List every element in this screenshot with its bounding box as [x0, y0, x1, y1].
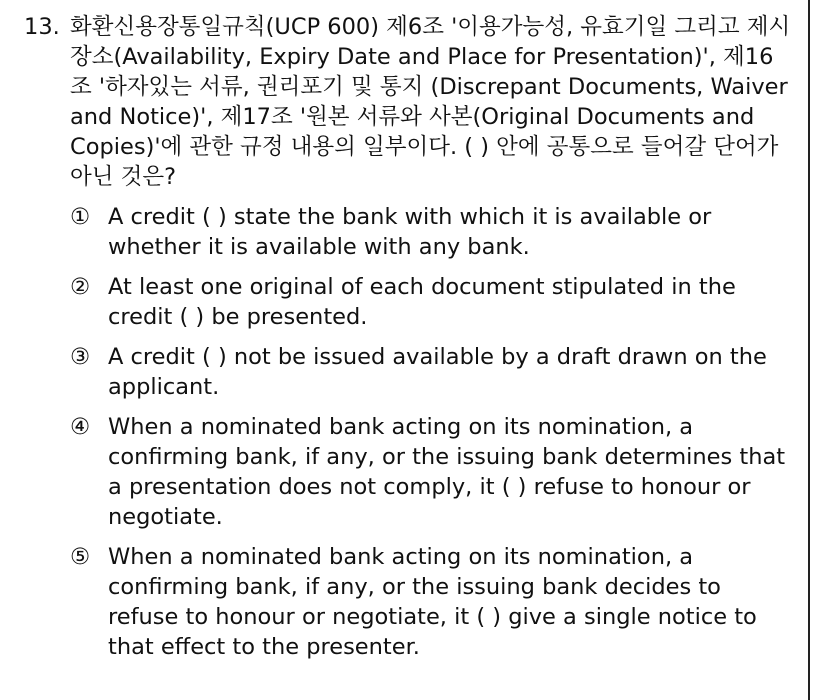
option-marker-3: ③: [70, 344, 91, 370]
question-number: 13.: [24, 14, 60, 40]
question-header: [24, 12, 794, 192]
question-13: [24, 12, 794, 672]
answer-option-4[interactable]: [70, 412, 794, 532]
answer-option-1[interactable]: [70, 202, 794, 262]
option-text-1: A credit ( ) state the bank with which it is available or whether it is available with any bank.: [108, 204, 712, 260]
option-marker-1: ①: [70, 204, 91, 230]
option-text-2: At least one original of each document stipulated in the credit ( ) be presented.: [108, 274, 736, 330]
option-text-4: When a nominated bank acting on its nomination, a confirming bank, if any, or the issuing bank determines that a presentation does not comply, it ( ) refuse to honour or negotiate.: [108, 414, 786, 530]
option-marker-4: ④: [70, 414, 91, 440]
answer-option-5[interactable]: [70, 542, 794, 662]
option-text-5: When a nominated bank acting on its nomination, a confirming bank, if any, or the issuing bank decides to refuse to honour or negotiate, it ( ) give a single notice to that effect to the presenter.: [108, 544, 757, 660]
option-marker-5: ⑤: [70, 544, 91, 570]
option-marker-2: ②: [70, 274, 91, 300]
right-border-line: [808, 0, 810, 700]
answer-options: [70, 202, 794, 662]
answer-option-2[interactable]: [70, 272, 794, 332]
question-stem: 화환신용장통일규칙(UCP 600) 제6조 '이용가능성, 유효기일 그리고 제시장소(Availability, Expiry Date and Place for Presentation)', 제16조 '하자있는 서류, 권리포기 및 통지 (Discrepant Documents, Waiver and Notice)', 제17조 '원본 서류와 사본(Original Documents and Copies)'에 관한 규정 내용의 일부이다. ( ) 안에 공통으로 들어갈 단어가 아닌 것은?: [70, 14, 791, 190]
answer-option-3[interactable]: [70, 342, 794, 402]
option-text-3: A credit ( ) not be issued available by a draft drawn on the applicant.: [108, 344, 767, 400]
